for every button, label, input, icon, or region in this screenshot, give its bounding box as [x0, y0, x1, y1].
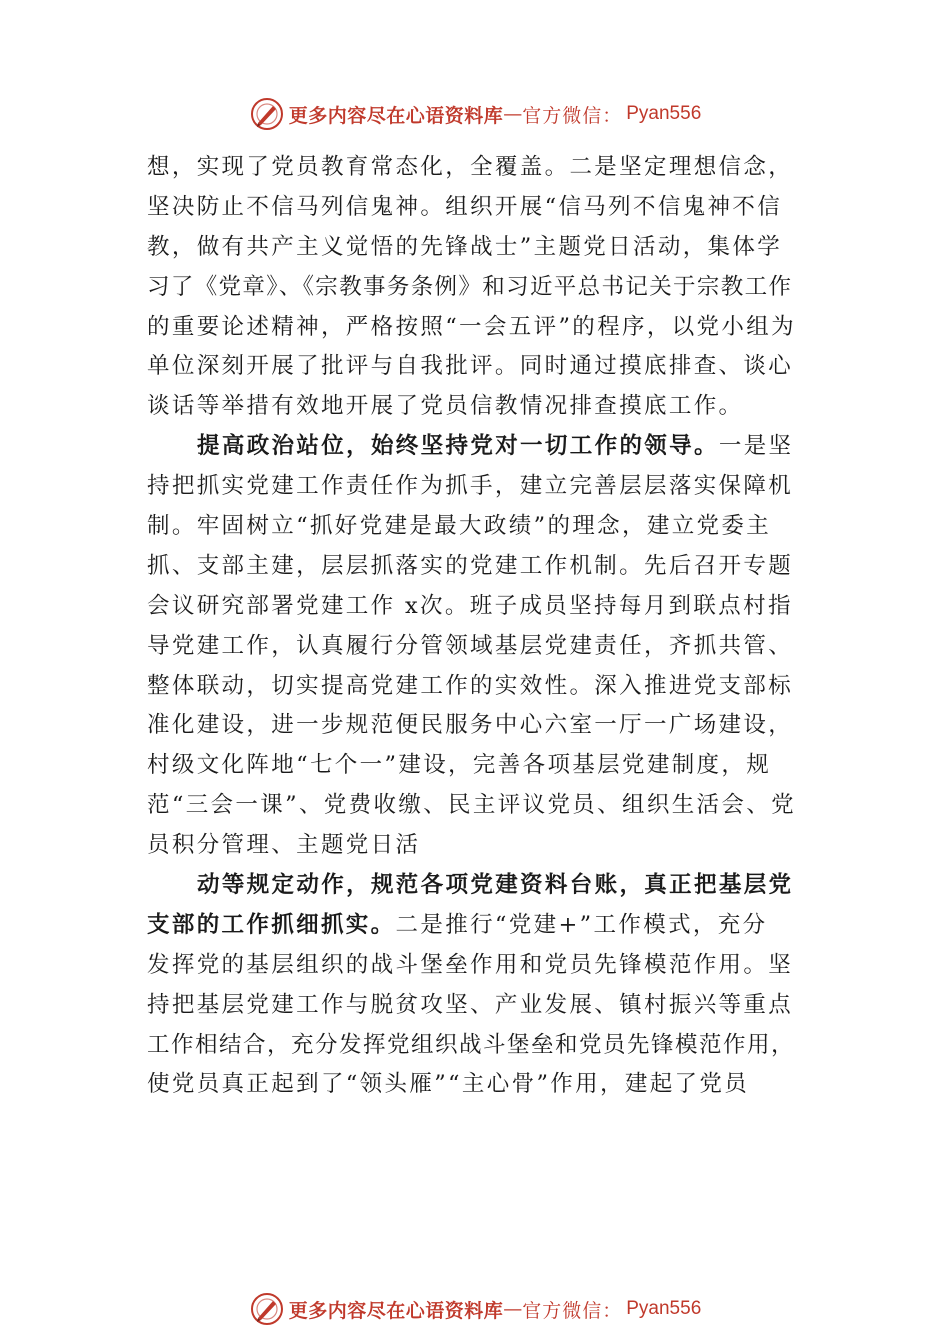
- section-heading: 动等规定动作，规范各项党建资料台账，真正把基层党: [197, 872, 794, 899]
- text-line: 村级文化阵地“七个一”建设，完善各项基层党建制度，规: [147, 752, 772, 779]
- header-separator: —: [503, 103, 523, 125]
- footer-wechat-label: 官方微信：: [522, 1299, 623, 1322]
- pen-logo-icon: [249, 96, 285, 132]
- text-line: 员积分管理、主题党日活: [147, 832, 421, 859]
- text-line: 使党员真正起到了“领头雁”“主心骨”作用，建起了党员: [147, 1071, 750, 1098]
- text-line: 教，做有共产主义觉悟的先锋战士”主题党日活动，集体学: [147, 233, 783, 260]
- header-banner: [0, 94, 950, 134]
- text-line: 整体联动，切实提高党建工作的实效性。深入推进党支部标: [147, 672, 794, 699]
- footer-site-name: 更多内容尽在心语资料库: [288, 1299, 504, 1322]
- section-heading-line: 提高政治站位，始终坚持党对一切工作的领导。一是坚: [197, 433, 794, 460]
- header-site-name: 更多内容尽在心语资料库: [288, 104, 504, 127]
- text-line: 单位深刻开展了批评与自我批评。同时通过摸底排查、谈心: [147, 353, 794, 380]
- text-line: 持把抓实党建工作责任作为抓手，建立完善层层落实保障机: [147, 473, 794, 500]
- text-line: 准化建设，进一步规范便民服务中心六室一厅一广场建设，: [147, 712, 794, 739]
- text-line: 范“三会一课”、党费收缴、民主评议党员、组织生活会、党: [147, 792, 796, 819]
- text-line: 导党建工作，认真履行分管领域基层党建责任，齐抓共管、: [147, 632, 794, 659]
- text-line: 工作相结合，充分发挥党组织战斗堡垒和党员先锋模范作用，: [147, 1031, 796, 1058]
- text-line: 的重要论述精神，严格按照“一会五评”的程序，以党小组为: [147, 313, 796, 340]
- footer-banner: [0, 1289, 950, 1329]
- footer-separator: —: [503, 1298, 523, 1320]
- text-line: 谈话等举措有效地开展了党员信教情况排查摸底工作。: [147, 393, 744, 420]
- text-line: 制。牢固树立“抓好党建是最大政绩”的理念，建立党委主: [147, 513, 772, 540]
- pen-logo-icon: [249, 1291, 285, 1327]
- section-heading: 提高政治站位，始终坚持党对一切工作的领导。: [197, 433, 719, 460]
- text-line: 坚决防止不信马列信鬼神。组织开展“信马列不信鬼神不信: [147, 193, 783, 220]
- text-line: 持把基层党建工作与脱贫攻坚、产业发展、镇村振兴等重点: [147, 991, 794, 1018]
- footer-wechat-id: Pyan556: [626, 1298, 702, 1319]
- text-line: 会议研究部署党建工作 x次。班子成员坚持每月到联点村指: [147, 592, 793, 619]
- text-line: 发挥党的基层组织的战斗堡垒作用和党员先锋模范作用。坚: [147, 951, 794, 978]
- section-heading: 支部的工作抓细抓实。: [147, 911, 396, 938]
- header-wechat-label: 官方微信：: [522, 104, 623, 127]
- document-body: [147, 148, 819, 1105]
- text-line: 习了《党章》、《宗教事务条例》和习近平总书记关于宗教工作: [147, 273, 793, 300]
- header-wechat-id: Pyan556: [626, 103, 702, 124]
- section-heading-line: [147, 866, 819, 906]
- text-line: 想，实现了党员教育常态化，全覆盖。二是坚定理想信念，: [147, 154, 794, 180]
- text-line: 抓、支部主建，层层抓落实的党建工作机制。先后召开专题: [147, 552, 794, 579]
- section-heading-line: 支部的工作抓细抓实。二是推行“党建+”工作模式，充分: [147, 911, 768, 938]
